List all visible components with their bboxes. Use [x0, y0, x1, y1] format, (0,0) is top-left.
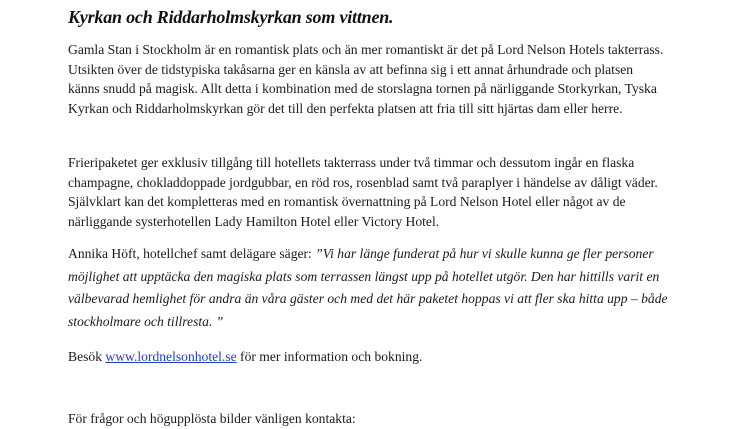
paragraph-contact-partial: För frågor och högupplösta bilder vänligen kontakta:: [68, 411, 356, 426]
website-link[interactable]: www.lordnelsonhotel.se: [105, 349, 237, 364]
paragraph-quote: [68, 243, 668, 333]
quote-text: ”Vi har länge funderat på hur vi skulle kunna ge fler personer möjlighet att upptäcka den magiska plats som terrassen längst upp på hotellet utgör. Den har hittills varit en välbevarad hemlighet för andra än våra gäster och med det här paketet hoppas vi att fler ska hitta upp – både stockholmare och tillresta. ”: [68, 246, 668, 329]
paragraph-visit: [68, 347, 668, 367]
paragraph-package: Frieripaketet ger exklusiv tillgång till hotellets takterrass under två timmar och dessutom ingår en flaska champagne, chokladdoppade jordgubbar, en röd ros, rosenblad samt två paraplyer i händelse av dåligt väder. Självklart kan det kompletteras med en romantisk övernattning på Lord Nelson Hotel eller något av de närliggande systerhotellen Lady Hamilton Hotel eller Victory Hotel.: [68, 155, 658, 229]
document-page: [68, 0, 668, 426]
paragraph-intro: Gamla Stan i Stockholm är en romantisk plats och än mer romantiskt är det på Lord Nelson Hotels takterrass. Utsikten över de tidstypiska takåsarna ger en känsla av att befinna sig i ett annat århundrade och platsen känns snudd på magisk. Allt detta i kombination med de storslagna tornen på närliggande Storkyrkan, Tyska Kyrkan och Riddarholmskyrkan gör det till den perfekta platsen att fria till sitt hjärtas dam eller herre.: [68, 42, 664, 116]
visit-prefix: Besök: [68, 349, 106, 364]
document-heading: Kyrkan och Riddarholmskyrkan som vittnen.: [68, 7, 394, 27]
quote-intro: Annika Höft, hotellchef samt delägare säger:: [68, 246, 316, 261]
visit-suffix: för mer information och bokning.: [236, 349, 423, 364]
